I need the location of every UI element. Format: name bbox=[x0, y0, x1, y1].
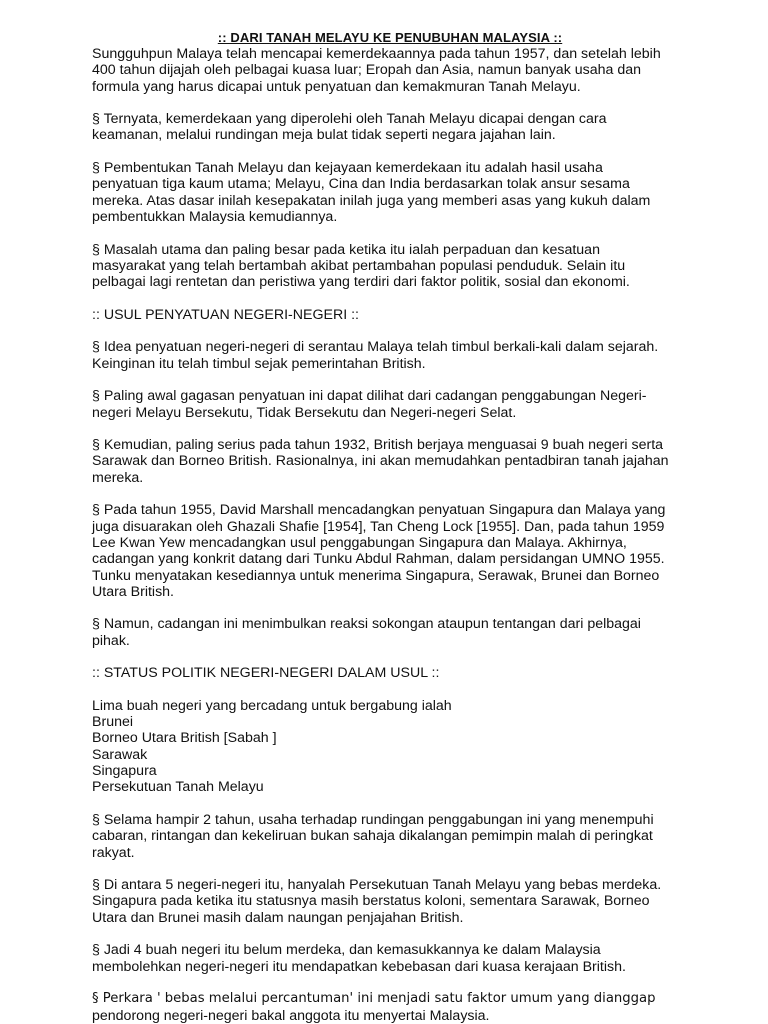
text-line: § Masalah utama dan paling besar pada ketika itu ialah perpaduan dan kesatuan bbox=[92, 241, 600, 258]
negeri-list bbox=[92, 698, 708, 796]
text-line: § Kemudian, paling serius pada tahun 1932, British berjaya menguasai 9 buah negeri serta bbox=[92, 437, 664, 454]
text-line: Utara dan Brunei masih dalam naungan penjajahan British. bbox=[92, 909, 464, 926]
list-item: Singapura bbox=[92, 763, 157, 780]
paragraph-kemerdekaan bbox=[92, 111, 708, 144]
paragraph-masalah bbox=[92, 242, 708, 291]
paragraph-rundingan bbox=[92, 812, 708, 861]
text-line: § Paling awal gagasan penyatuan ini dapat dilihat dari cadangan penggabungan Negeri- bbox=[92, 388, 647, 405]
text-line: Lee Kwan Yew mencadangkan usul penggabungan Singapura dan Malaya. Akhirnya, bbox=[92, 534, 627, 551]
paragraph-percantuman bbox=[92, 991, 708, 1024]
text-line: § Jadi 4 buah negeri itu belum merdeka, dan kemasukkannya ke dalam Malaysia bbox=[92, 942, 601, 959]
text-line: penyatuan tiga kaum utama; Melayu, Cina dan India berdasarkan tolak ansur sesama bbox=[92, 176, 630, 193]
paragraph-1932 bbox=[92, 437, 708, 486]
paragraph-intro bbox=[92, 46, 708, 95]
text-line: Sungguhpun Malaya telah mencapai kemerdekaannya pada tahun 1957, dan setelah lebih bbox=[92, 46, 661, 62]
text-line: pihak. bbox=[92, 632, 130, 649]
text-line: keamanan, melalui rundingan meja bulat tidak seperti negara jajahan lain. bbox=[92, 127, 556, 144]
list-item: Persekutuan Tanah Melayu bbox=[92, 779, 264, 796]
document-title: :: DARI TANAH MELAYU KE PENUBUHAN MALAYSIA :: bbox=[217, 30, 563, 45]
list-item: Borneo Utara British [Sabah ] bbox=[92, 730, 277, 747]
section-heading-status: :: STATUS POLITIK NEGERI-NEGERI DALAM USUL :: bbox=[92, 665, 440, 682]
text-line: pelbagai lagi rentetan dan peristiwa yang terdiri dari faktor politik, sosial dan ekonomi. bbox=[92, 274, 630, 291]
text-line: § Perkara ' bebas melalui percantuman' ini menjadi satu faktor umum yang dianggap bbox=[92, 991, 656, 1007]
text-line: mereka. bbox=[92, 469, 144, 486]
section-heading-usul: :: USUL PENYATUAN NEGERI-NEGERI :: bbox=[92, 306, 359, 323]
text-line: Utara British. bbox=[92, 583, 174, 600]
paragraph-reaksi bbox=[92, 616, 708, 649]
paragraph-belum-merdeka bbox=[92, 942, 708, 975]
text-line: § Di antara 5 negeri-negeri itu, hanyalah Persekutuan Tanah Melayu yang bebas merdeka. bbox=[92, 877, 662, 894]
paragraph-idea bbox=[92, 339, 708, 372]
paragraph-gagasan bbox=[92, 388, 708, 421]
text-line: masyarakat yang telah bertambah akibat pertambahan populasi penduduk. Selain itu bbox=[92, 257, 626, 274]
text-line: juga disuarakan oleh Ghazali Shafie [1954], Tan Cheng Lock [1955]. Dan, pada tahun 1959 bbox=[92, 518, 665, 535]
text-line: mereka. Atas dasar inilah kesepakatan inilah juga yang memberi asas yang kukuh dalam bbox=[92, 192, 651, 209]
text-line: § Ternyata, kemerdekaan yang diperolehi oleh Tanah Melayu dicapai dengan cara bbox=[92, 111, 607, 128]
text-line: § Namun, cadangan ini menimbulkan reaksi sokongan ataupun tentangan dari pelbagai bbox=[92, 616, 641, 633]
text-line: formula yang harus dicapai untuk penyatuan dan kemakmuran Tanah Melayu. bbox=[92, 78, 581, 95]
text-line: § Selama hampir 2 tahun, usaha terhadap rundingan penggabungan ini yang menempuhi bbox=[92, 811, 654, 828]
text-line: Tunku menyatakan kesediannya untuk menerima Singapura, Serawak, Brunei dan Borneo bbox=[92, 567, 660, 584]
list-item: Lima buah negeri yang bercadang untuk bergabung ialah bbox=[92, 697, 452, 714]
text-line: membolehkan negeri-negeri itu mendapatkan kebebasan dari kuasa kerajaan British. bbox=[92, 958, 626, 975]
text-line: § Idea penyatuan negeri-negeri di serantau Malaya telah timbul berkali-kali dalam sejarah. bbox=[92, 339, 659, 356]
paragraph-pembentukan bbox=[92, 160, 708, 225]
text-line: pembentukkan Malaysia kemudiannya. bbox=[92, 208, 338, 225]
text-line: rakyat. bbox=[92, 844, 135, 861]
text-line: cabaran, rintangan dan kekeliruan bukan sahaja dikalangan pemimpin malah di peringkat bbox=[92, 828, 653, 845]
text-line: cadangan yang konkrit datang dari Tunku Abdul Rahman, dalam persidangan UMNO 1955. bbox=[92, 551, 665, 568]
paragraph-1955 bbox=[92, 502, 708, 600]
text-line: negeri Melayu Bersekutu, Tidak Bersekutu dan Negeri-negeri Selat. bbox=[92, 404, 517, 421]
text-line: pendorong negeri-negeri bakal anggota itu menyertai Malaysia. bbox=[92, 1007, 490, 1024]
paragraph-status-negeri bbox=[92, 877, 708, 926]
text-line: § Pada tahun 1955, David Marshall mencadangkan penyatuan Singapura dan Malaya yang bbox=[92, 502, 666, 519]
text-line: § Pembentukan Tanah Melayu dan kejayaan kemerdekaan itu adalah hasil usaha bbox=[92, 160, 603, 177]
text-line: Sarawak dan Borneo British. Rasionalnya, ini akan memudahkan pentadbiran tanah jajahan bbox=[92, 453, 669, 470]
list-item: Sarawak bbox=[92, 746, 148, 763]
text-line: Keinginan itu telah timbul sejak pemerintahan British. bbox=[92, 355, 426, 372]
list-item: Brunei bbox=[92, 714, 134, 731]
text-line: 400 tahun dijajah oleh pelbagai kuasa luar; Eropah dan Asia, namun banyak usaha dan bbox=[92, 62, 641, 79]
text-line: Singapura pada ketika itu statusnya masih berstatus koloni, sementara Sarawak, Borneo bbox=[92, 893, 650, 910]
